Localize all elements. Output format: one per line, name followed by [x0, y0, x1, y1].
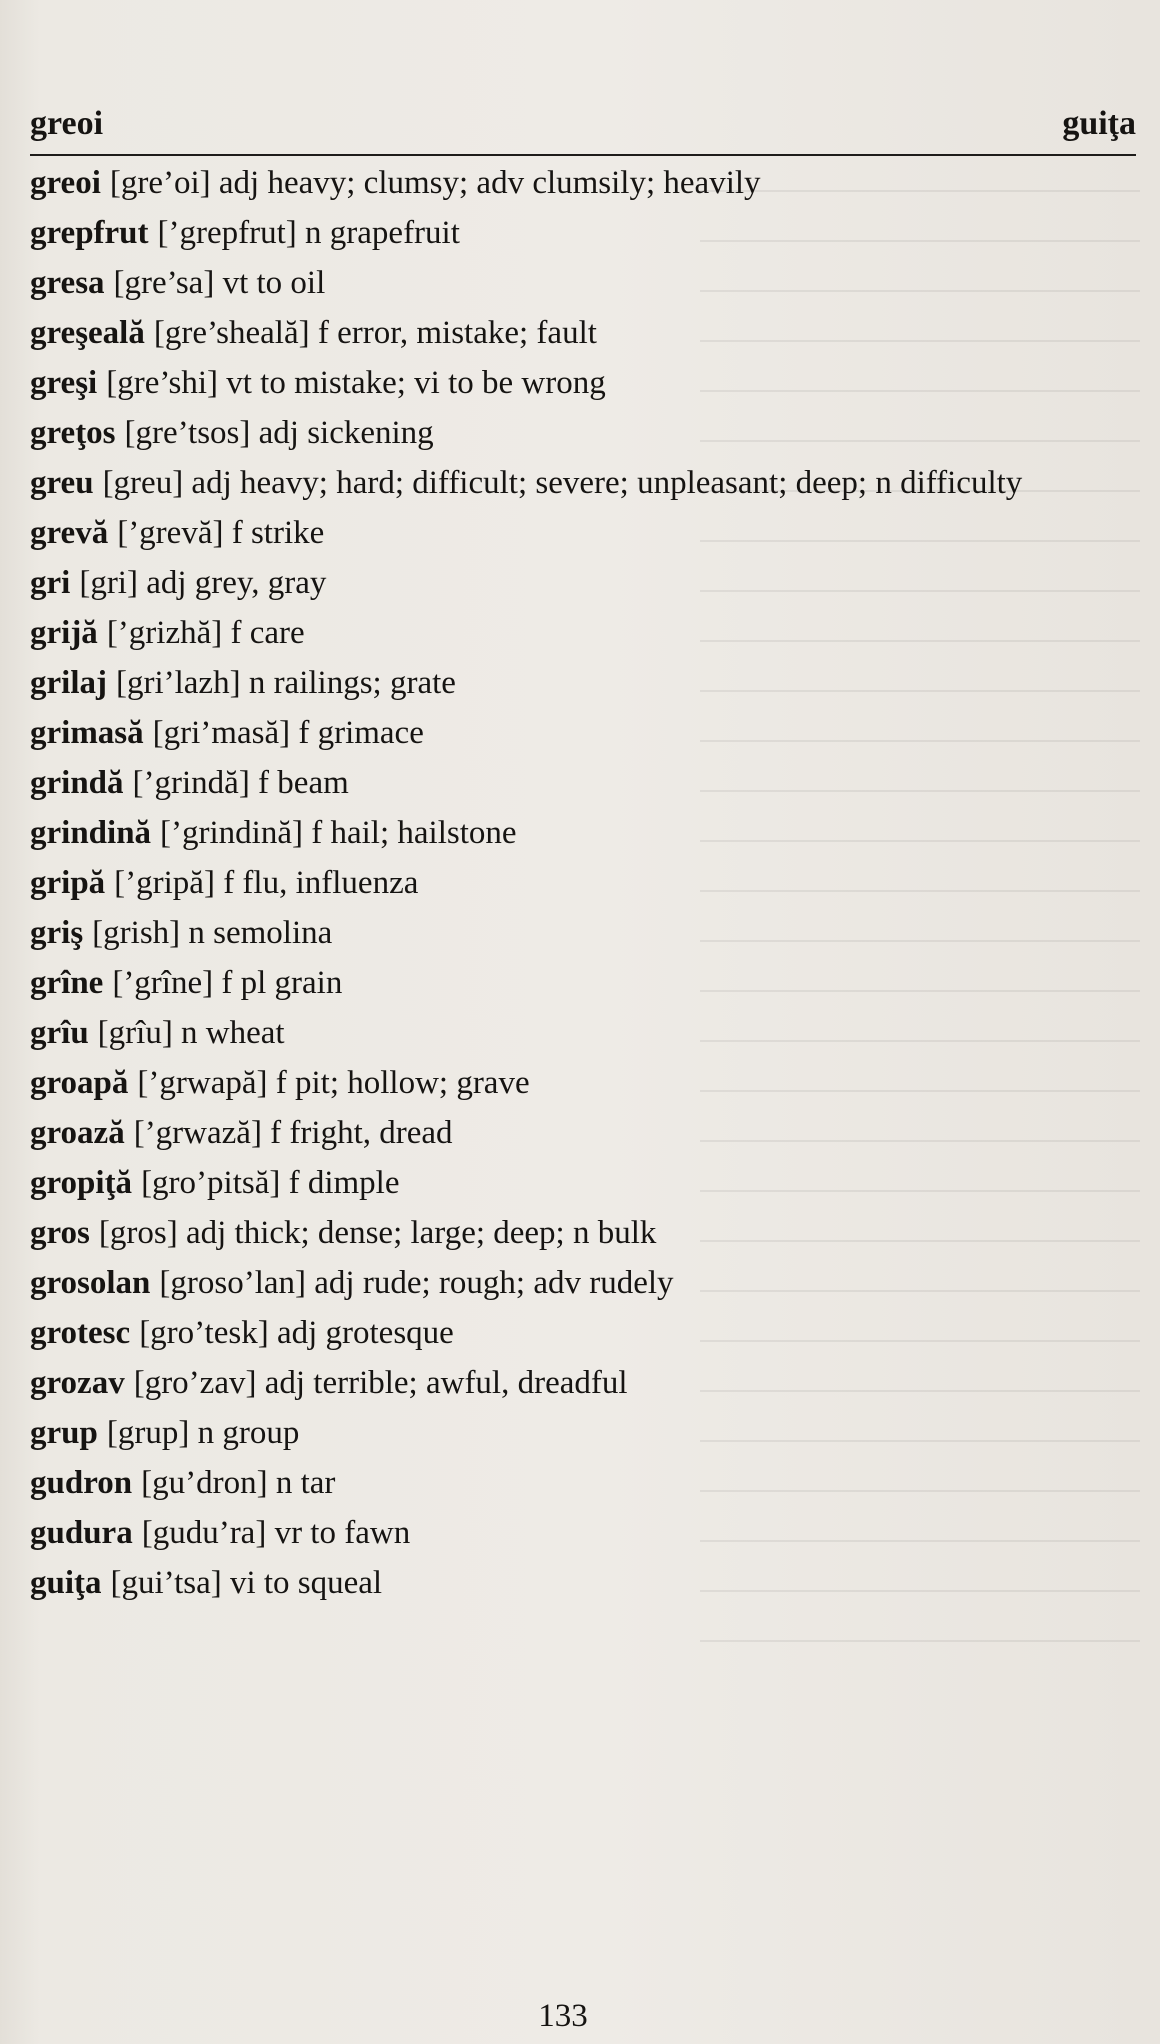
definition: [grîu] n wheat — [97, 1015, 285, 1051]
definition: [’grizhă] f care — [106, 615, 305, 651]
definition: [’grwază] f fright, dread — [133, 1115, 453, 1151]
definition: [’grindină] f hail; hailstone — [160, 815, 517, 851]
definition: [gro’pitsă] f dimple — [141, 1165, 400, 1201]
headword: grevă — [30, 515, 109, 551]
headword: grup — [30, 1415, 98, 1451]
headword: groază — [30, 1115, 125, 1151]
definition: [gros] adj thick; dense; large; deep; n bulk — [98, 1215, 657, 1251]
definition: [gri] adj grey, gray — [79, 565, 327, 601]
headword: greoi — [30, 165, 101, 201]
headword: gudura — [30, 1515, 133, 1551]
definition: [grup] n group — [106, 1415, 300, 1451]
entry-greseala — [30, 308, 1140, 358]
headword: greşeală — [30, 315, 145, 351]
left-guide-word: greoi — [30, 105, 104, 142]
definition: [greu] adj heavy; hard; difficult; severe; unpleasant; deep; n difficulty — [102, 465, 1023, 501]
definition: [gre’tsos] adj sickening — [124, 415, 434, 451]
headword: grilaj — [30, 665, 107, 701]
entry-grija — [30, 608, 1140, 658]
headword: greu — [30, 465, 94, 501]
headword: griş — [30, 915, 84, 951]
entry-grup — [30, 1408, 1140, 1458]
entry-gri — [30, 558, 1140, 608]
entry-gropita — [30, 1158, 1140, 1208]
entry-grilaj — [30, 658, 1140, 708]
definition: [gui’tsa] vi to squeal — [110, 1565, 383, 1601]
headword: grosolan — [30, 1265, 151, 1301]
headword: grindină — [30, 815, 152, 851]
entry-grinda — [30, 758, 1140, 808]
entry-gudron — [30, 1458, 1140, 1508]
headword: grimasă — [30, 715, 144, 751]
entry-grimasa — [30, 708, 1140, 758]
headword: grotesc — [30, 1315, 131, 1351]
entry-gresa — [30, 258, 1140, 308]
headword: gripă — [30, 865, 106, 901]
definition: [gri’masă] f grimace — [152, 715, 424, 751]
entry-greu — [30, 458, 1140, 508]
entry-grotesc — [30, 1308, 1140, 1358]
definition: [’gripă] f flu, influenza — [114, 865, 419, 901]
definition: [gro’tesk] adj grotesque — [139, 1315, 454, 1351]
entry-gris — [30, 908, 1140, 958]
entry-gros — [30, 1208, 1140, 1258]
definition: [’grîne] f pl grain — [112, 965, 343, 1001]
headword: grindă — [30, 765, 124, 801]
running-head — [30, 100, 1136, 148]
definition: [gre’sa] vt to oil — [113, 265, 326, 301]
header-rule — [30, 154, 1136, 156]
headword: guiţa — [30, 1565, 102, 1601]
entry-grepfrut — [30, 208, 1140, 258]
page-number: 133 — [538, 1998, 588, 2034]
right-guide-word: guiţa — [1062, 105, 1136, 142]
entry-gudura — [30, 1508, 1140, 1558]
entry-gresi — [30, 358, 1140, 408]
definition: [’grindă] f beam — [132, 765, 349, 801]
definition: [’grepfrut] n grapefruit — [157, 215, 460, 251]
definition: [gri’lazh] n railings; grate — [115, 665, 456, 701]
headword: gri — [30, 565, 71, 601]
headword: greţos — [30, 415, 116, 451]
headword: gropiţă — [30, 1165, 133, 1201]
definition: [gro’zav] adj terrible; awful, dreadful — [133, 1365, 628, 1401]
entry-griu — [30, 1008, 1140, 1058]
entry-grozav — [30, 1358, 1140, 1408]
headword: gros — [30, 1215, 90, 1251]
definition: [’grevă] f strike — [117, 515, 325, 551]
definition: [gre’shi] vt to mistake; vi to be wrong — [106, 365, 606, 401]
headword: grepfrut — [30, 215, 149, 251]
entry-greva — [30, 508, 1140, 558]
headword: groapă — [30, 1065, 129, 1101]
entry-groaza — [30, 1108, 1140, 1158]
headword: greşi — [30, 365, 98, 401]
headword: grîu — [30, 1015, 89, 1051]
headword: gudron — [30, 1465, 133, 1501]
definition: [gre’oi] adj heavy; clumsy; adv clumsily; heavily — [109, 165, 761, 201]
definition: [gudu’ra] vr to fawn — [141, 1515, 411, 1551]
entry-grine — [30, 958, 1140, 1008]
definition: [gu’dron] n tar — [141, 1465, 336, 1501]
entry-groapa — [30, 1058, 1140, 1108]
entry-guita — [30, 1558, 1140, 1608]
entry-grindina — [30, 808, 1140, 858]
definition: [gre’sheală] f error, mistake; fault — [153, 315, 597, 351]
headword: gresa — [30, 265, 105, 301]
headword: grijă — [30, 615, 98, 651]
entry-grosolan — [30, 1258, 1140, 1308]
headword: grozav — [30, 1365, 125, 1401]
entry-greoi — [30, 158, 1140, 208]
headword: grîne — [30, 965, 104, 1001]
definition: [groso’lan] adj rude; rough; adv rudely — [159, 1265, 674, 1301]
entry-gretos — [30, 408, 1140, 458]
definition: [grish] n semolina — [92, 915, 333, 951]
entry-list — [30, 158, 1140, 1608]
definition: [’grwapă] f pit; hollow; grave — [137, 1065, 530, 1101]
entry-gripa — [30, 858, 1140, 908]
